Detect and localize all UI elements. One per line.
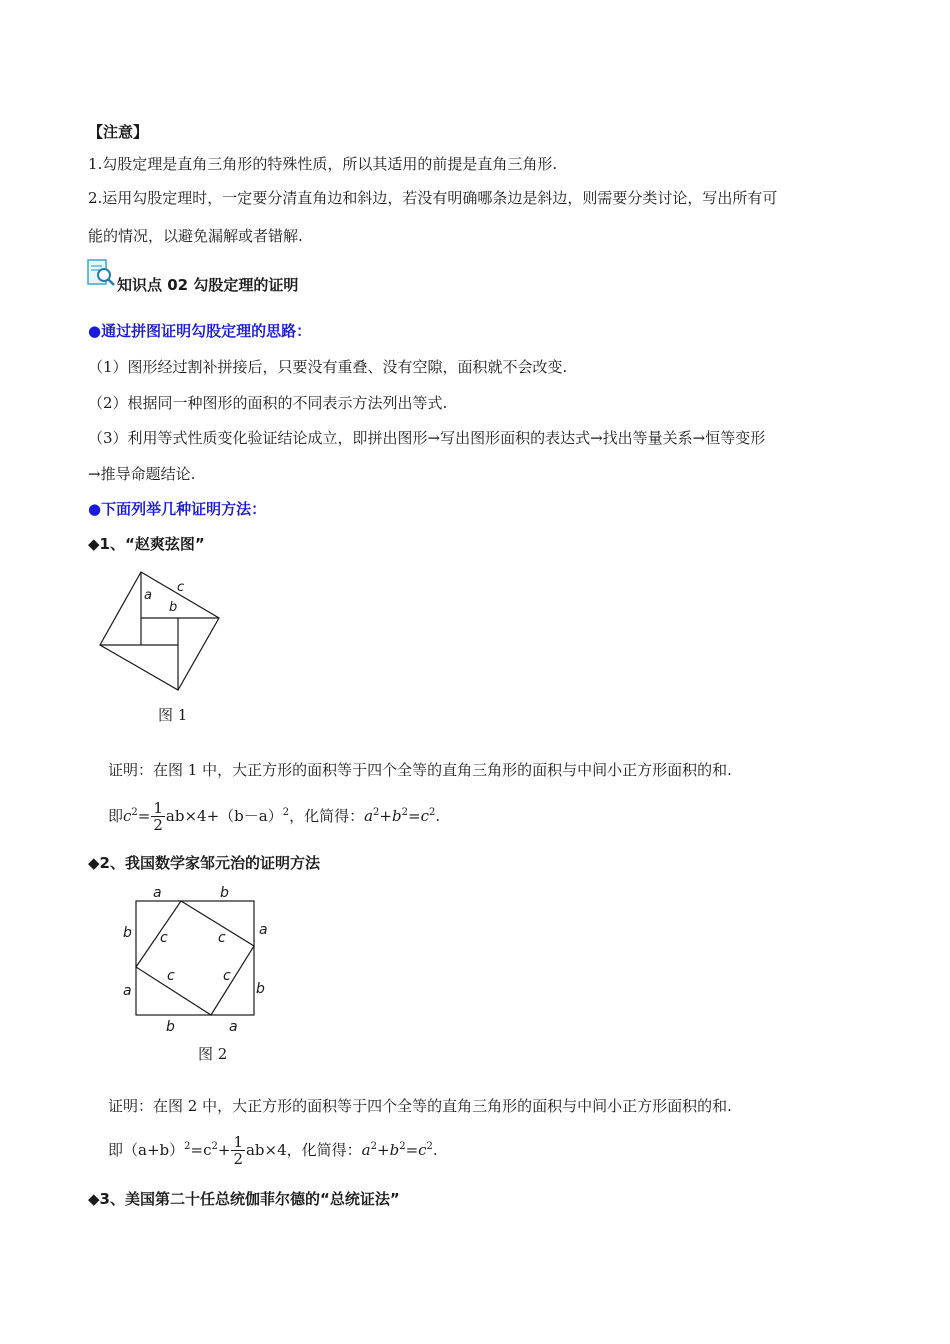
formula-1-exp-5: 2 — [428, 807, 436, 818]
formula-1-prefix: 即 — [108, 807, 124, 825]
formula-1-term: ab×4+（b－a） — [165, 807, 283, 825]
formula-1-c-2: c — [420, 807, 429, 825]
formula-1-c: c — [123, 807, 132, 825]
figure-2-label-b-top: b — [220, 885, 229, 901]
notice-item-1: 1.勾股定理是直角三角形的特殊性质，所以其适用的前提是直角三角形. — [88, 155, 558, 173]
formula-2-eq: =c — [190, 1141, 212, 1159]
magnifier-document-icon — [86, 258, 116, 288]
formula-1-exp-4: 2 — [401, 807, 408, 818]
methods-heading: ●下面列举几种证明方法： — [88, 500, 267, 518]
idea-heading: ●通过拼图证明勾股定理的思路： — [88, 322, 312, 340]
method-1-formula — [108, 796, 440, 836]
formula-2-fraction — [231, 1134, 245, 1167]
formula-2-simplify-label: ，化简得： — [286, 1141, 362, 1159]
formula-1-a: a — [364, 807, 374, 825]
formula-2-a: a — [361, 1141, 371, 1159]
formula-1-eq: = — [137, 807, 151, 825]
method-2-formula — [108, 1130, 438, 1170]
idea-step-3-line-1: （3）利用等式性质变化验证结论成立，即拼出图形→写出图形面积的表达式→找出等量关系→恒等变形 — [88, 429, 766, 447]
idea-step-3-line-2: →推导命题结论. — [88, 465, 196, 483]
figure-2-label-b-right: b — [256, 981, 265, 997]
formula-1-eq-2: = — [407, 807, 421, 825]
method-1-proof: 证明：在图 1 中，大正方形的面积等于四个全等的直角三角形的面积与中间小正方形面积的和. — [108, 761, 732, 779]
method-2-title: ◆2、我国数学家邹元治的证明方法 — [88, 854, 320, 872]
method-2-proof: 证明：在图 2 中，大正方形的面积等于四个全等的直角三角形的面积与中间小正方形面积的和. — [108, 1097, 732, 1115]
formula-1-simplify-label: ，化简得： — [289, 807, 365, 825]
figure-2-label-c-4: c — [223, 968, 231, 984]
figure-2-label-c-3: c — [167, 968, 175, 984]
formula-2-exp-2: 2 — [211, 1141, 218, 1152]
formula-2-exp-3: 2 — [370, 1141, 377, 1152]
formula-1-fraction — [151, 800, 165, 833]
formula-2-end: . — [432, 1141, 438, 1159]
figure-2-diagram — [120, 880, 280, 1040]
formula-1-exp-3: 2 — [373, 807, 380, 818]
knowledge-point-title: 知识点 02 勾股定理的证明 — [117, 276, 299, 294]
figure-2-label-b-left: b — [123, 925, 132, 941]
idea-step-1: （1）图形经过割补拼接后，只要没有重叠、没有空隙，面积就不会改变. — [88, 358, 568, 376]
notice-item-2-line-1: 2.运用勾股定理时，一定要分清直角边和斜边，若没有明确哪条边是斜边，则需要分类讨论，写出所有可 — [88, 189, 778, 207]
formula-1-denominator: 2 — [153, 815, 163, 834]
formula-2-exp-4: 2 — [399, 1141, 406, 1152]
formula-2-exp: 2 — [184, 1141, 191, 1152]
formula-2-term: ab×4 — [245, 1141, 287, 1159]
figure-1-caption: 图 1 — [158, 706, 188, 724]
formula-1-numerator: 1 — [153, 798, 163, 817]
figure-2-label-b-bottom: b — [166, 1019, 175, 1035]
formula-2-denominator: 2 — [233, 1149, 243, 1168]
formula-2-eq-2: = — [405, 1141, 419, 1159]
formula-2-c: c — [418, 1141, 427, 1159]
figure-1-label-b: b — [169, 600, 178, 615]
figure-1-label-c: c — [177, 580, 185, 595]
figure-2-label-a-bottom: a — [229, 1019, 238, 1035]
figure-1-diagram — [95, 566, 225, 696]
formula-2-plus: + — [217, 1141, 231, 1159]
notice-heading: 【注意】 — [88, 123, 149, 141]
formula-2-prefix: 即（a+b） — [108, 1141, 185, 1159]
formula-2-b: b — [389, 1141, 400, 1159]
figure-2-label-a-left: a — [123, 983, 132, 999]
formula-1-exp: 2 — [131, 807, 138, 818]
idea-step-2: （2）根据同一种图形的面积的不同表示方法列出等式. — [88, 394, 448, 412]
figure-2-label-a-right: a — [259, 922, 268, 938]
formula-2-plus-2: + — [377, 1141, 390, 1159]
formula-1-plus: + — [379, 807, 392, 825]
formula-1-b: b — [392, 807, 402, 825]
method-1-title: ◆1、“赵爽弦图” — [88, 535, 205, 553]
figure-2-label-c-1: c — [160, 930, 168, 946]
figure-2-label-a-top: a — [153, 885, 162, 901]
figure-1-label-a: a — [144, 588, 152, 603]
formula-2-exp-5: 2 — [426, 1141, 433, 1152]
method-3-title: ◆3、美国第二十任总统伽菲尔德的“总统证法” — [88, 1190, 400, 1208]
notice-item-2-line-2: 能的情况，以避免漏解或者错解. — [88, 227, 303, 245]
formula-1-end: . — [435, 807, 441, 825]
formula-2-numerator: 1 — [233, 1132, 243, 1151]
figure-2-label-c-2: c — [218, 930, 226, 946]
figure-2-caption: 图 2 — [198, 1045, 228, 1063]
formula-1-exp-2: 2 — [282, 807, 290, 818]
